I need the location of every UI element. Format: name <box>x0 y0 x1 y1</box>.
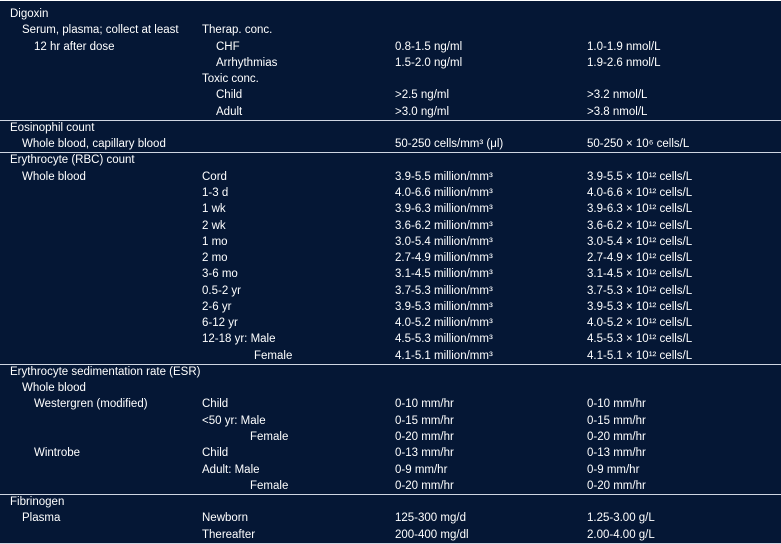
conventional-units-cell: >3.0 ng/ml <box>395 105 450 118</box>
condition-cell: Child <box>202 398 229 411</box>
table-row <box>0 494 781 510</box>
table-row <box>0 462 781 478</box>
conventional-units-cell: 0.8-1.5 ng/ml <box>395 40 463 53</box>
condition-cell: Therap. conc. <box>202 24 273 37</box>
si-units-cell: 0-10 mm/hr <box>587 398 646 411</box>
conventional-units-cell: 0-20 mm/hr <box>395 431 454 444</box>
table-row <box>0 527 781 543</box>
table-row <box>0 478 781 494</box>
table-row <box>0 39 781 55</box>
si-units-cell: 4.1-5.1 × 10¹² cells/L <box>587 349 693 362</box>
condition-cell: <50 yr: Male <box>202 414 266 427</box>
specimen-cell: Serum, plasma; collect at least <box>22 24 179 37</box>
table-row <box>0 315 781 331</box>
conventional-units-cell: 2.7-4.9 million/mm³ <box>395 252 493 265</box>
condition-cell: Adult: Male <box>202 463 260 476</box>
si-units-cell: 3.9-5.3 × 10¹² cells/L <box>587 300 693 313</box>
condition-cell: 1-3 d <box>202 186 229 199</box>
table-row <box>0 299 781 315</box>
conventional-units-cell: 200-400 mg/dl <box>395 528 469 541</box>
condition-cell: 0.5-2 yr <box>202 284 241 297</box>
conventional-units-cell: 3.1-4.5 million/mm³ <box>395 268 493 281</box>
condition-cell: 2 wk <box>202 219 226 232</box>
condition-cell: Newborn <box>202 512 249 525</box>
condition-cell: 12-18 yr: Male <box>202 333 276 346</box>
table-row <box>0 218 781 234</box>
si-units-cell: 3.0-5.4 × 10¹² cells/L <box>587 235 693 248</box>
condition-cell: CHF <box>216 40 240 53</box>
conventional-units-cell: 3.6-6.2 million/mm³ <box>395 219 493 232</box>
table-row <box>0 364 781 380</box>
specimen-cell: Fibrinogen <box>10 496 65 509</box>
si-units-cell: 4.0-6.6 × 10¹² cells/L <box>587 186 693 199</box>
condition-cell: Child <box>216 89 243 102</box>
table-row <box>0 331 781 347</box>
condition-cell: Female <box>250 431 289 444</box>
table-row <box>0 380 781 396</box>
specimen-cell: Digoxin <box>10 8 49 20</box>
si-units-cell: 0-13 mm/hr <box>587 447 646 460</box>
conventional-units-cell: 0-15 mm/hr <box>395 414 454 427</box>
conventional-units-cell: 3.9-5.5 million/mm³ <box>395 170 493 183</box>
conventional-units-cell: 4.0-6.6 million/mm³ <box>395 186 493 199</box>
si-units-cell: 3.1-4.5 × 10¹² cells/L <box>587 268 693 281</box>
table-row <box>0 6 781 22</box>
specimen-cell: Erythrocyte sedimentation rate (ESR) <box>10 365 201 378</box>
si-units-cell: >3.2 nmol/L <box>587 89 648 102</box>
table-row <box>0 510 781 526</box>
table-row <box>0 234 781 250</box>
table-row <box>0 22 781 38</box>
table-row <box>0 396 781 412</box>
conventional-units-cell: 0-13 mm/hr <box>395 447 454 460</box>
specimen-cell: 12 hr after dose <box>34 40 115 53</box>
table-row <box>0 87 781 103</box>
condition-cell: Adult <box>216 105 243 118</box>
conventional-units-cell: 0-9 mm/hr <box>395 463 448 476</box>
table-row <box>0 136 781 152</box>
table-row <box>0 266 781 282</box>
table-row <box>0 120 781 136</box>
table-row <box>0 152 781 168</box>
si-units-cell: 4.5-5.3 × 10¹² cells/L <box>587 333 693 346</box>
si-units-cell: 50-250 × 10⁶ cells/L <box>587 138 690 151</box>
si-units-cell: 1.9-2.6 nmol/L <box>587 56 661 69</box>
condition-cell: 6-12 yr <box>202 317 238 330</box>
conventional-units-cell: 125-300 mg/d <box>395 512 466 525</box>
si-units-cell: 0-20 mm/hr <box>587 479 646 492</box>
si-units-cell: 3.9-6.3 × 10¹² cells/L <box>587 203 693 216</box>
table-row <box>0 201 781 217</box>
specimen-cell: Whole blood <box>22 170 86 183</box>
table-row <box>0 445 781 461</box>
conventional-units-cell: 4.5-5.3 million/mm³ <box>395 333 493 346</box>
specimen-cell: Whole blood, capillary blood <box>22 138 166 151</box>
si-units-cell: 1.0-1.9 nmol/L <box>587 40 661 53</box>
table-row <box>0 169 781 185</box>
conventional-units-cell: 0-10 mm/hr <box>395 398 454 411</box>
conventional-units-cell: 4.1-5.1 million/mm³ <box>395 349 493 362</box>
conventional-units-cell: 50-250 cells/mm³ (μl) <box>395 138 504 151</box>
condition-cell: 1 mo <box>202 235 228 248</box>
conventional-units-cell: 4.0-5.2 million/mm³ <box>395 317 493 330</box>
si-units-cell: 0-20 mm/hr <box>587 431 646 444</box>
condition-cell: Cord <box>202 170 227 183</box>
table-row <box>0 55 781 71</box>
si-units-cell: 4.0-5.2 × 10¹² cells/L <box>587 317 693 330</box>
specimen-cell: Eosinophil count <box>10 121 95 134</box>
condition-cell: Thereafter <box>202 528 256 541</box>
si-units-cell: 0-15 mm/hr <box>587 414 646 427</box>
si-units-cell: 2.7-4.9 × 10¹² cells/L <box>587 252 693 265</box>
conventional-units-cell: 0-20 mm/hr <box>395 479 454 492</box>
conventional-units-cell: 3.9-6.3 million/mm³ <box>395 203 493 216</box>
table-row <box>0 348 781 364</box>
table-row <box>0 283 781 299</box>
condition-cell: 2 mo <box>202 252 228 265</box>
specimen-cell: Whole blood <box>22 382 86 395</box>
condition-cell: 1 wk <box>202 203 226 216</box>
conventional-units-cell: 3.7-5.3 million/mm³ <box>395 284 493 297</box>
conventional-units-cell: 1.5-2.0 ng/ml <box>395 56 463 69</box>
condition-cell: Toxic conc. <box>202 73 259 86</box>
condition-cell: Arrhythmias <box>216 56 278 69</box>
condition-cell: Child <box>202 447 229 460</box>
table-row <box>0 413 781 429</box>
table-row <box>0 71 781 87</box>
si-units-cell: 3.7-5.3 × 10¹² cells/L <box>587 284 693 297</box>
si-units-cell: >3.8 nmol/L <box>587 105 648 118</box>
si-units-cell: 3.9-5.5 × 10¹² cells/L <box>587 170 693 183</box>
si-units-cell: 2.00-4.00 g/L <box>587 528 655 541</box>
conventional-units-cell: >2.5 ng/ml <box>395 89 450 102</box>
table-row <box>0 429 781 445</box>
specimen-cell: Plasma <box>22 512 61 525</box>
si-units-cell: 1.25-3.00 g/L <box>587 512 655 525</box>
si-units-cell: 0-9 mm/hr <box>587 463 640 476</box>
table-row <box>0 104 781 120</box>
table-row <box>0 185 781 201</box>
conventional-units-cell: 3.9-5.3 million/mm³ <box>395 300 493 313</box>
si-units-cell: 3.6-6.2 × 10¹² cells/L <box>587 219 693 232</box>
conventional-units-cell: 3.0-5.4 million/mm³ <box>395 235 493 248</box>
condition-cell: Female <box>250 479 289 492</box>
table-row <box>0 250 781 266</box>
condition-cell: 2-6 yr <box>202 300 232 313</box>
specimen-cell: Westergren (modified) <box>34 398 148 411</box>
specimen-cell: Wintrobe <box>34 447 81 460</box>
specimen-cell: Erythrocyte (RBC) count <box>10 154 135 167</box>
condition-cell: 3-6 mo <box>202 268 238 281</box>
condition-cell: Female <box>254 349 293 362</box>
